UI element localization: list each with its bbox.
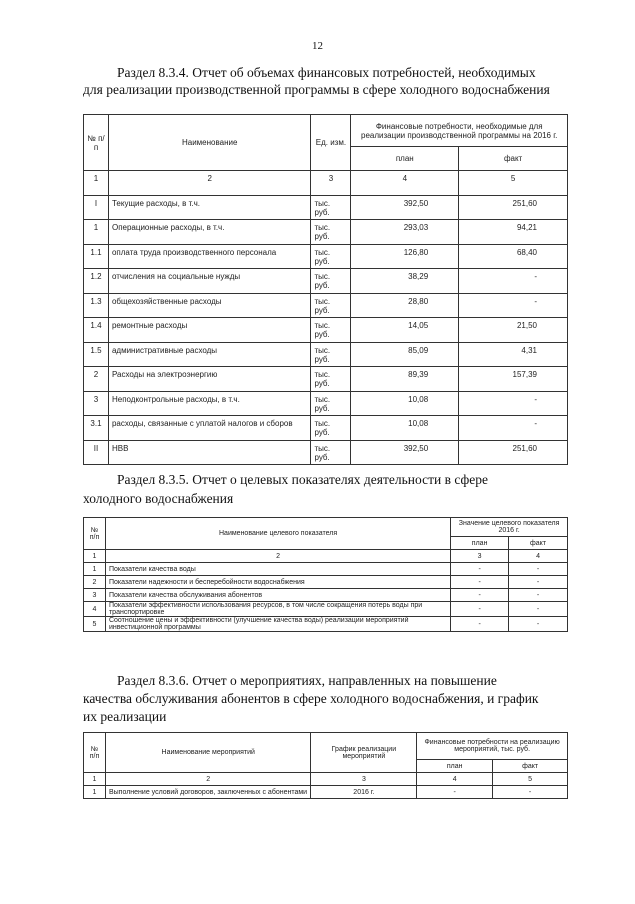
row-plan-cell: 392,50 [351, 195, 459, 220]
row-unit-cell: тыс. руб. [311, 342, 351, 367]
col-financial-needs-header: Финансовые потребности, необходимые для реализации производственной программы на 2016 г. [351, 115, 568, 147]
target-indicators-table [83, 517, 568, 632]
row-unit-cell: тыс. руб. [311, 416, 351, 441]
row-name-cell: ремонтные расходы [108, 318, 311, 343]
row-plan-cell: 10,08 [351, 391, 459, 416]
row-plan-cell: 28,80 [351, 293, 459, 318]
row-name-cell: расходы, связанные с уплатой налогов и сборов [108, 416, 311, 441]
row-unit-cell: тыс. руб. [311, 269, 351, 294]
row-plan-cell: 89,39 [351, 367, 459, 392]
row-number-cell: 1 [84, 786, 106, 799]
row-schedule-cell: 2016 г. [311, 786, 417, 799]
index-cell: 3 [311, 773, 417, 786]
financial-needs-table [83, 114, 568, 465]
index-cell: 2 [105, 773, 311, 786]
index-cell: 1 [84, 773, 106, 786]
row-fact-cell: 157,39 [459, 367, 568, 392]
table-row [84, 220, 568, 245]
row-fact-cell: - [509, 563, 568, 576]
service-measures-table [83, 732, 568, 799]
table-row [84, 391, 568, 416]
section-8-3-5-heading-line1: Раздел 8.3.5. Отчет о целевых показателях деятельности в сфере [117, 472, 488, 487]
row-number-cell: 2 [84, 367, 109, 392]
row-name-cell: Выполнение условий договоров, заключенных с абонентами [105, 786, 311, 799]
index-cell: 4 [417, 773, 493, 786]
row-number-cell: II [84, 440, 109, 465]
row-number-cell: 3 [84, 589, 106, 602]
table-row [84, 617, 568, 632]
row-name-cell: Соотношение цены и эффективности (улучшение качества воды) реализации мероприятий инвестиционной программы [105, 617, 450, 632]
row-name-cell: Текущие расходы, в т.ч. [108, 195, 311, 220]
table-row [84, 269, 568, 294]
row-fact-cell: - [493, 786, 568, 799]
col-financial-needs-header: Финансовые потребности на реализацию мероприятий, тыс. руб. [417, 733, 568, 760]
col-fact-header: факт [493, 760, 568, 773]
row-number-cell: 1.5 [84, 342, 109, 367]
row-name-cell: административные расходы [108, 342, 311, 367]
index-cell: 1 [84, 171, 109, 196]
table-row [84, 244, 568, 269]
index-cell: 2 [105, 550, 450, 563]
index-row [84, 550, 568, 563]
col-name-header: Наименование [108, 115, 311, 171]
section-8-3-4-heading-line1: Раздел 8.3.4. Отчет об объемах финансовых потребностей, необходимых [117, 65, 536, 80]
row-unit-cell: тыс. руб. [311, 440, 351, 465]
row-name-cell: Расходы на электроэнергию [108, 367, 311, 392]
index-cell: 1 [84, 550, 106, 563]
page-number: 12 [312, 40, 323, 52]
row-plan-cell: 293,03 [351, 220, 459, 245]
row-number-cell: 2 [84, 576, 106, 589]
row-number-cell: 1.4 [84, 318, 109, 343]
index-cell: 5 [493, 773, 568, 786]
index-row [84, 171, 568, 196]
row-plan-cell: - [417, 786, 493, 799]
row-unit-cell: тыс. руб. [311, 293, 351, 318]
row-unit-cell: тыс. руб. [311, 391, 351, 416]
row-name-cell: отчисления на социальные нужды [108, 269, 311, 294]
section-8-3-6-heading-line1: Раздел 8.3.6. Отчет о мероприятиях, направленных на повышение [117, 673, 497, 688]
row-name-cell: Показатели надежности и бесперебойности водоснабжения [105, 576, 450, 589]
row-fact-cell: 251,60 [459, 440, 568, 465]
table-row [84, 367, 568, 392]
row-number-cell: 1 [84, 563, 106, 576]
row-name-cell: Операционные расходы, в т.ч. [108, 220, 311, 245]
row-name-cell: общехозяйственные расходы [108, 293, 311, 318]
row-number-cell: I [84, 195, 109, 220]
table-row [84, 589, 568, 602]
row-name-cell: Показатели качества обслуживания абонентов [105, 589, 450, 602]
col-num-header: № п/п [84, 733, 106, 773]
row-fact-cell: 68,40 [459, 244, 568, 269]
index-cell: 2 [108, 171, 311, 196]
section-8-3-5-heading-line2: холодного водоснабжения [83, 491, 234, 506]
row-fact-cell: - [509, 602, 568, 617]
row-plan-cell: - [451, 617, 509, 632]
row-name-cell: оплата труда производственного персонала [108, 244, 311, 269]
section-8-3-4-heading-line2: для реализации производственной программы в сфере холодного водоснабжения [83, 82, 550, 97]
row-plan-cell: - [451, 576, 509, 589]
col-plan-header: план [351, 147, 459, 171]
row-fact-cell: - [509, 589, 568, 602]
row-fact-cell: - [509, 617, 568, 632]
row-name-cell: Неподконтрольные расходы, в т.ч. [108, 391, 311, 416]
col-num-header: № п/п [84, 115, 109, 171]
table-row [84, 195, 568, 220]
table-row [84, 342, 568, 367]
row-plan-cell: - [451, 589, 509, 602]
index-row [84, 773, 568, 786]
row-number-cell: 5 [84, 617, 106, 632]
row-unit-cell: тыс. руб. [311, 318, 351, 343]
row-fact-cell: 94,21 [459, 220, 568, 245]
col-value-header: Значение целевого показателя 2016 г. [451, 518, 568, 537]
row-name-cell: НВВ [108, 440, 311, 465]
index-cell: 3 [311, 171, 351, 196]
row-fact-cell: - [509, 576, 568, 589]
col-name-header: Наименование мероприятий [105, 733, 311, 773]
col-schedule-header: График реализации мероприятий [311, 733, 417, 773]
table-row [84, 416, 568, 441]
row-plan-cell: 38,29 [351, 269, 459, 294]
section-8-3-6-heading-line2: качества обслуживания абонентов в сфере холодного водоснабжения, и график [83, 691, 539, 706]
row-plan-cell: - [451, 563, 509, 576]
col-plan-header: план [417, 760, 493, 773]
row-number-cell: 1.3 [84, 293, 109, 318]
index-cell: 5 [459, 171, 568, 196]
row-fact-cell: 21,50 [459, 318, 568, 343]
row-number-cell: 1 [84, 220, 109, 245]
row-plan-cell: 10,08 [351, 416, 459, 441]
index-cell: 4 [509, 550, 568, 563]
table-row [84, 563, 568, 576]
col-fact-header: факт [459, 147, 568, 171]
col-unit-header: Ед. изм. [311, 115, 351, 171]
table-row [84, 576, 568, 589]
row-number-cell: 1.1 [84, 244, 109, 269]
index-cell: 3 [451, 550, 509, 563]
row-fact-cell: 4,31 [459, 342, 568, 367]
row-unit-cell: тыс. руб. [311, 220, 351, 245]
row-name-cell: Показатели эффективности использования ресурсов, в том числе сокращения потерь воды при транспортировке [105, 602, 450, 617]
col-name-header: Наименование целевого показателя [105, 518, 450, 550]
section-8-3-6-heading-line3: их реализации [83, 709, 167, 724]
row-plan-cell: - [451, 602, 509, 617]
row-name-cell: Показатели качества воды [105, 563, 450, 576]
row-plan-cell: 85,09 [351, 342, 459, 367]
row-number-cell: 4 [84, 602, 106, 617]
row-unit-cell: тыс. руб. [311, 244, 351, 269]
table-row [84, 440, 568, 465]
row-fact-cell: - [459, 391, 568, 416]
row-number-cell: 1.2 [84, 269, 109, 294]
row-unit-cell: тыс. руб. [311, 195, 351, 220]
row-number-cell: 3.1 [84, 416, 109, 441]
row-fact-cell: - [459, 416, 568, 441]
table-row [84, 786, 568, 799]
col-fact-header: факт [509, 537, 568, 550]
col-num-header: № п/п [84, 518, 106, 550]
row-plan-cell: 14,05 [351, 318, 459, 343]
row-fact-cell: 251,60 [459, 195, 568, 220]
row-unit-cell: тыс. руб. [311, 367, 351, 392]
col-plan-header: план [451, 537, 509, 550]
table-row [84, 318, 568, 343]
index-cell: 4 [351, 171, 459, 196]
row-plan-cell: 126,80 [351, 244, 459, 269]
table-row [84, 602, 568, 617]
row-plan-cell: 392,50 [351, 440, 459, 465]
table-row [84, 293, 568, 318]
row-number-cell: 3 [84, 391, 109, 416]
row-fact-cell: - [459, 293, 568, 318]
row-fact-cell: - [459, 269, 568, 294]
